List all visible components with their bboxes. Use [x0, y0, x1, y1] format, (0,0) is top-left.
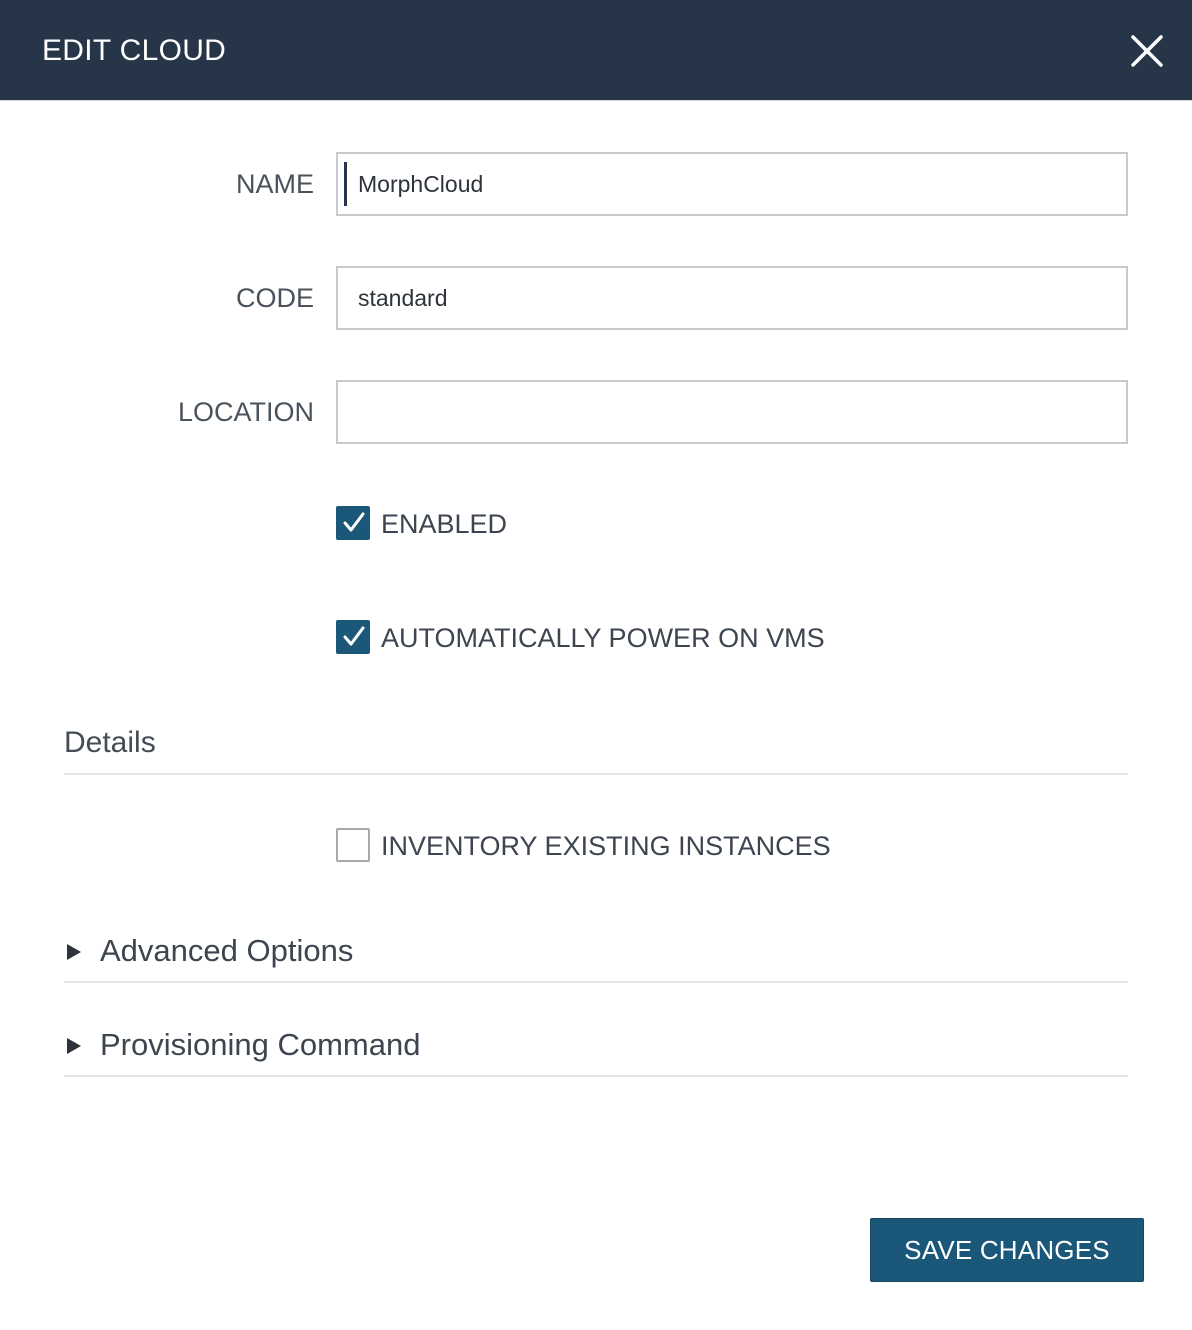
- auto-power-on-checkbox[interactable]: [336, 620, 370, 654]
- close-button[interactable]: [1122, 26, 1172, 76]
- modal-header: [0, 0, 1192, 101]
- name-input[interactable]: [336, 152, 1128, 216]
- code-label: CODE: [235, 283, 314, 313]
- location-row: [0, 380, 1192, 444]
- advanced-options-toggle[interactable]: [64, 931, 1128, 971]
- inventory-checkbox[interactable]: [336, 828, 370, 862]
- caret-right-icon: [66, 943, 82, 961]
- close-icon: [1122, 26, 1172, 76]
- advanced-options-divider: [64, 981, 1128, 983]
- text-cursor: [344, 162, 347, 206]
- location-label: LOCATION: [177, 397, 314, 427]
- caret-right-icon: [66, 1037, 82, 1055]
- enabled-label: ENABLED: [381, 509, 508, 539]
- name-label: NAME: [235, 169, 314, 199]
- details-divider: [64, 773, 1128, 775]
- provisioning-command-toggle[interactable]: [64, 1025, 1128, 1065]
- code-input[interactable]: [336, 266, 1128, 330]
- provisioning-command-divider: [64, 1075, 1128, 1077]
- modal-title: EDIT CLOUD: [42, 34, 227, 67]
- auto-power-on-checkbox-row[interactable]: [336, 620, 936, 656]
- save-changes-button[interactable]: SAVE CHANGES: [870, 1218, 1144, 1282]
- details-section-title: Details: [64, 726, 156, 759]
- name-row: [0, 152, 1192, 216]
- auto-power-on-label: AUTOMATICALLY POWER ON VMS: [381, 623, 825, 653]
- code-row: [0, 266, 1192, 330]
- location-input[interactable]: [336, 380, 1128, 444]
- enabled-checkbox[interactable]: [336, 506, 370, 540]
- inventory-checkbox-row[interactable]: [336, 828, 936, 864]
- checkmark-icon: [341, 510, 367, 536]
- checkmark-icon: [341, 624, 367, 650]
- advanced-options-label: Advanced Options: [100, 933, 354, 968]
- inventory-label: INVENTORY EXISTING INSTANCES: [381, 831, 831, 861]
- enabled-checkbox-row[interactable]: [336, 506, 736, 542]
- provisioning-command-label: Provisioning Command: [100, 1027, 421, 1062]
